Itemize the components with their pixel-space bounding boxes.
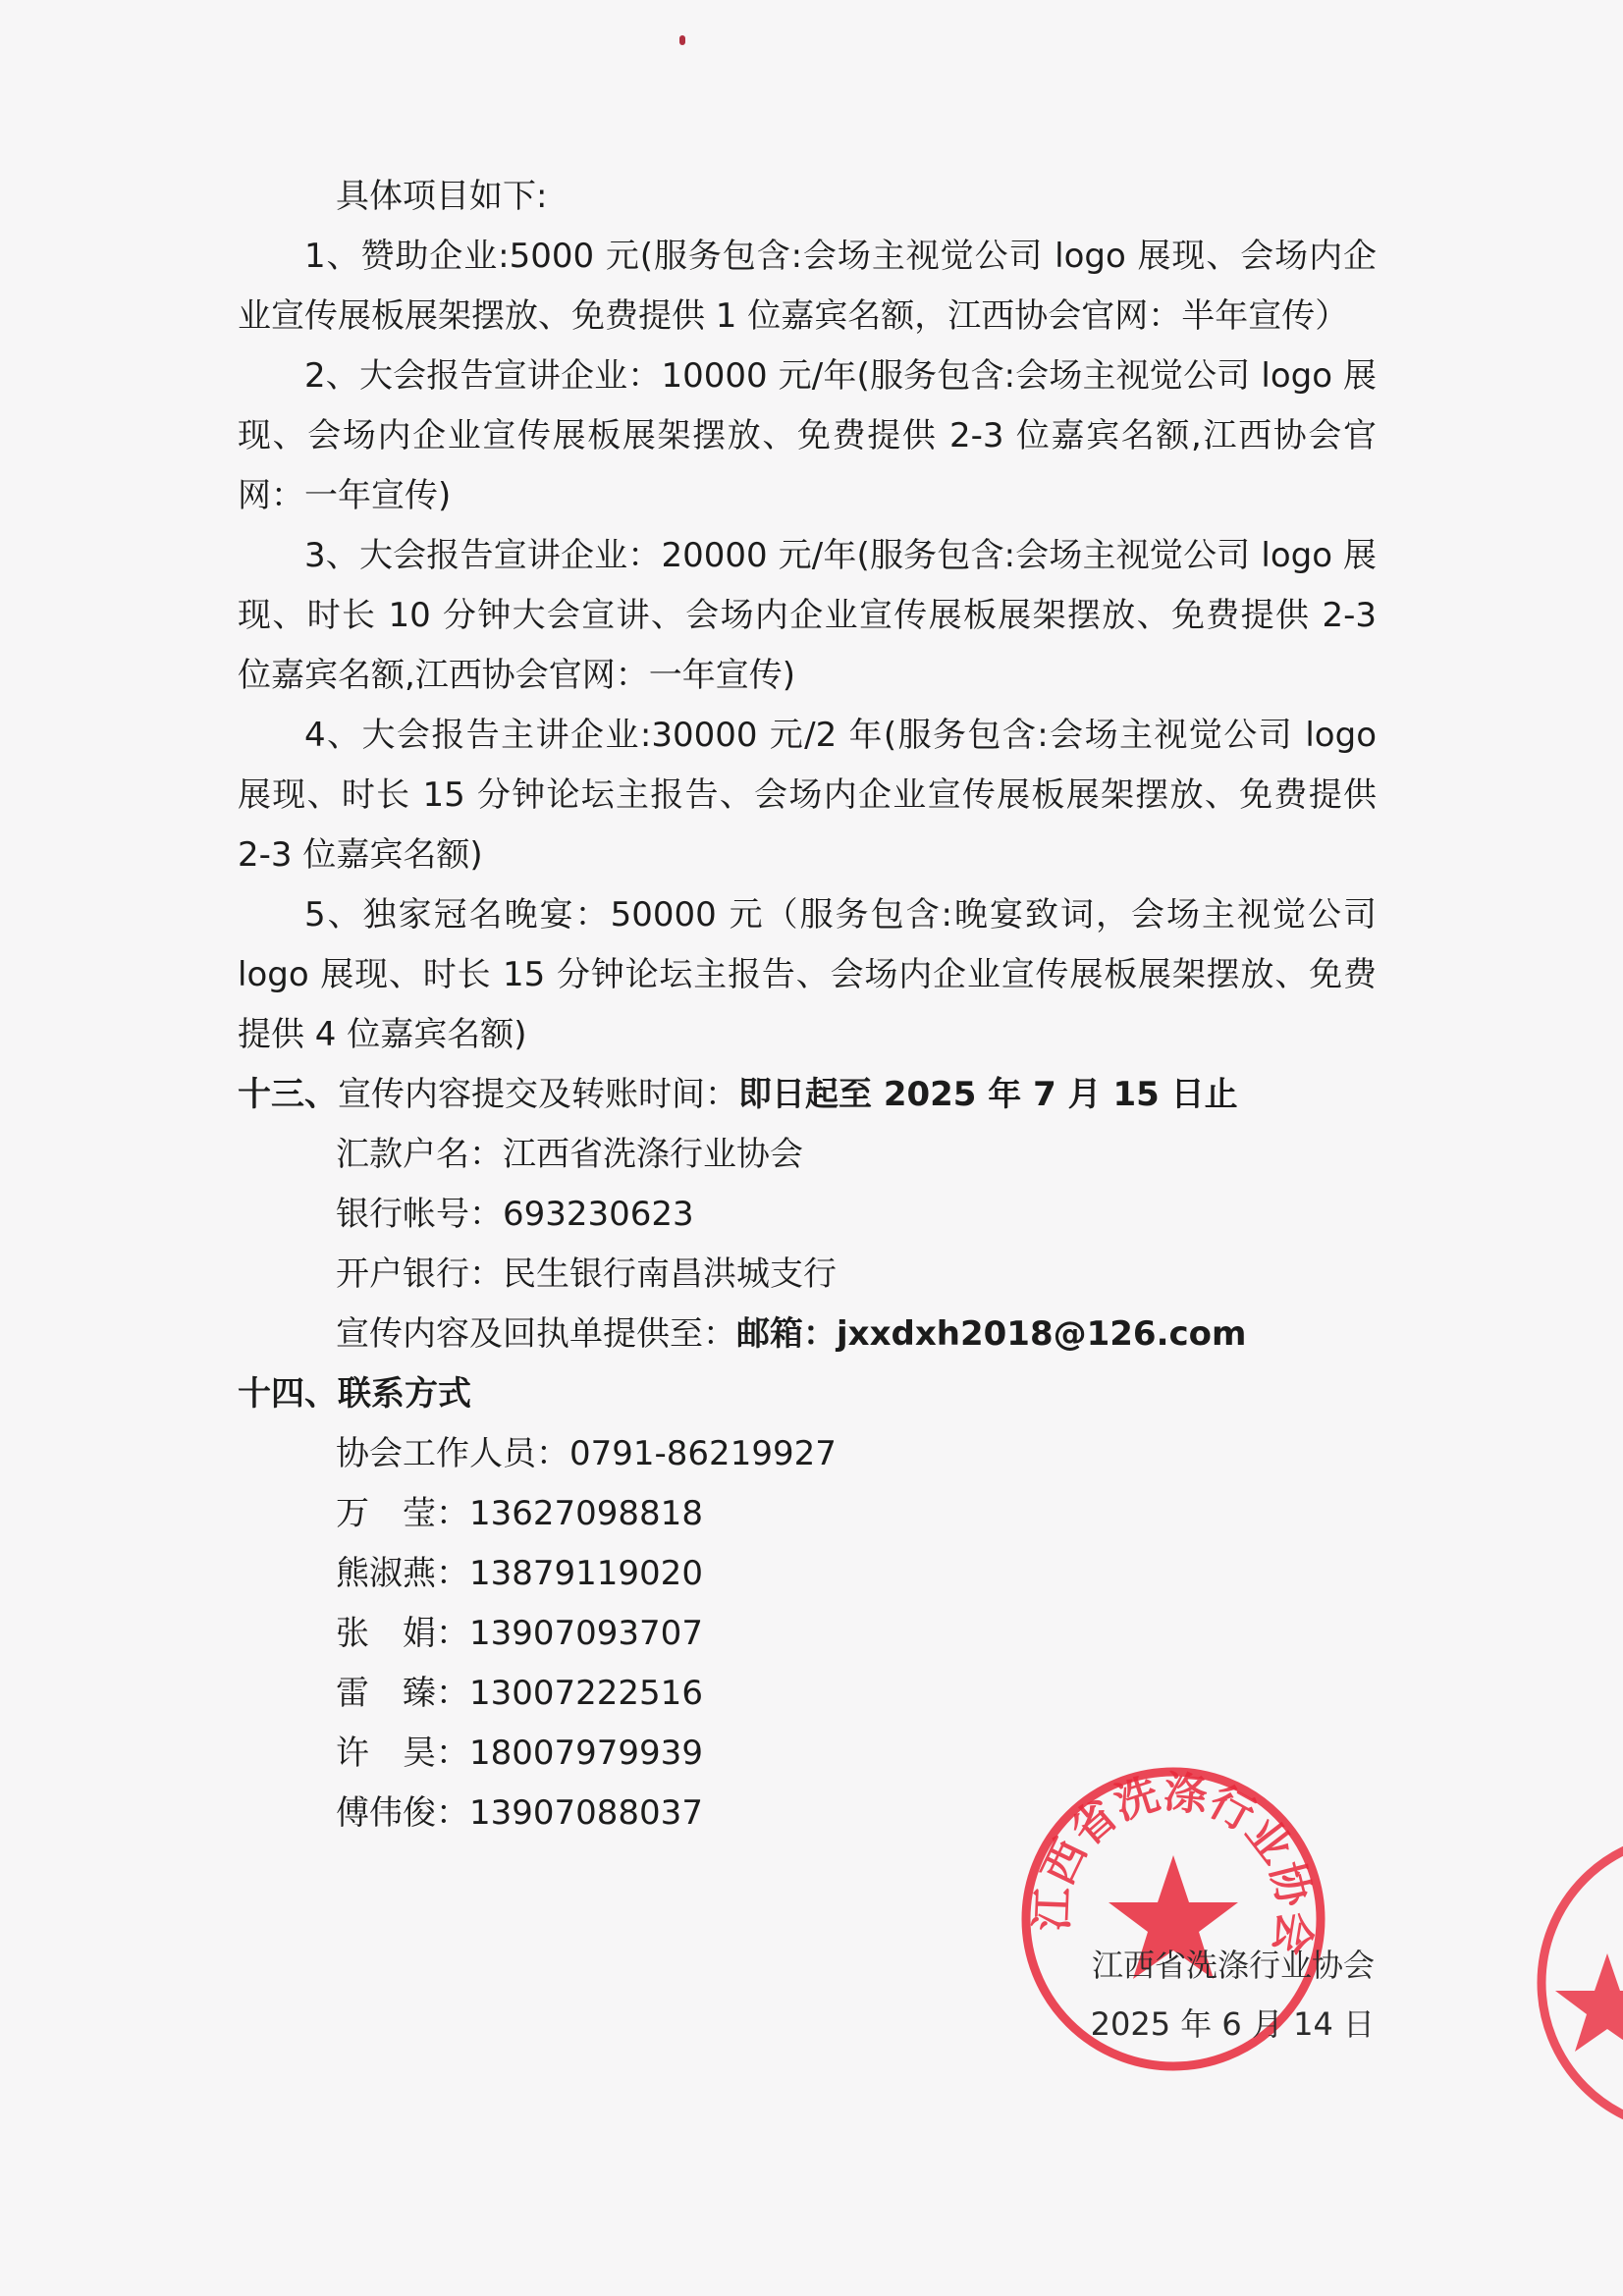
ink-speck (679, 35, 685, 45)
contact-office: 协会工作人员：0791-86219927 (336, 1434, 837, 1473)
contact-lei: 雷 臻：13007222516 (336, 1674, 703, 1713)
section-13-heading (238, 1065, 1377, 1125)
intro-line: 具体项目如下: (336, 177, 548, 216)
account-name: 汇款户名：江西省洗涤行业协会 (336, 1135, 803, 1174)
item-1: 1、赞助企业:5000 元(服务包含:会场主视觉公司 logo 展现、会场内企业宣传展板展架摆放、免费提供 1 位嘉宾名额，江西协会官网：半年宣传） (238, 237, 1377, 336)
contact-xiong: 熊淑燕：13879119020 (336, 1554, 703, 1593)
document-body (238, 167, 1377, 1843)
signature-org: 江西省洗涤行业协会 (1091, 1947, 1375, 1984)
email-address: 邮箱：jxxdxh2018@126.com (736, 1314, 1247, 1354)
signature-date: 2025 年 6 月 14 日 (1090, 2005, 1375, 2043)
section-13-deadline: 即日起至 2025 年 7 月 15 日止 (738, 1075, 1238, 1114)
seal-text: 江西省洗涤行业协会 (1027, 1767, 1321, 1958)
section-13-number: 十三、 (238, 1075, 338, 1114)
section-14-heading: 十四、联系方式 (238, 1374, 471, 1414)
submit-line (238, 1305, 1377, 1364)
section-13-title: 宣传内容提交及转账时间： (338, 1075, 738, 1114)
submit-label: 宣传内容及回执单提供至： (336, 1314, 736, 1354)
contact-fu: 傅伟俊：13907088037 (336, 1793, 703, 1833)
contact-wan: 万 莹：13627098818 (336, 1494, 703, 1533)
contact-xu: 许 昊：18007979939 (336, 1734, 703, 1773)
item-2: 2、大会报告宣讲企业：10000 元/年(服务包含:会场主视觉公司 logo 展现、会场内企业宣传展板展架摆放、免费提供 2-3 位嘉宾名额,江西协会官网：一年宣传) (238, 356, 1377, 515)
item-3: 3、大会报告宣讲企业：20000 元/年(服务包含:会场主视觉公司 logo 展现、时长 10 分钟大会宣讲、会场内企业宣传展板展架摆放、免费提供 2-3 位嘉宾名额,江西协会官网：一年宣传) (238, 536, 1377, 695)
partial-seal-star-icon (1555, 1953, 1623, 2052)
item-4: 4、大会报告主讲企业:30000 元/2 年(服务包含:会场主视觉公司 logo 展现、时长 15 分钟论坛主报告、会场内企业宣传展板展架摆放、免费提供 2-3 位嘉宾名额) (238, 716, 1377, 875)
item-5: 5、独家冠名晚宴：50000 元（服务包含:晚宴致词，会场主视觉公司 logo 展现、时长 15 分钟论坛主报告、会场内企业宣传展板展架摆放、免费提供 4 位嘉宾名额) (238, 895, 1377, 1054)
bank-name: 开户银行：民生银行南昌洪城支行 (336, 1255, 837, 1294)
contact-zhang: 张 娟：13907093707 (336, 1614, 703, 1653)
partial-seal (1527, 1821, 1623, 2145)
account-number: 银行帐号：693230623 (336, 1195, 694, 1234)
signature-block (1072, 1936, 1375, 2054)
